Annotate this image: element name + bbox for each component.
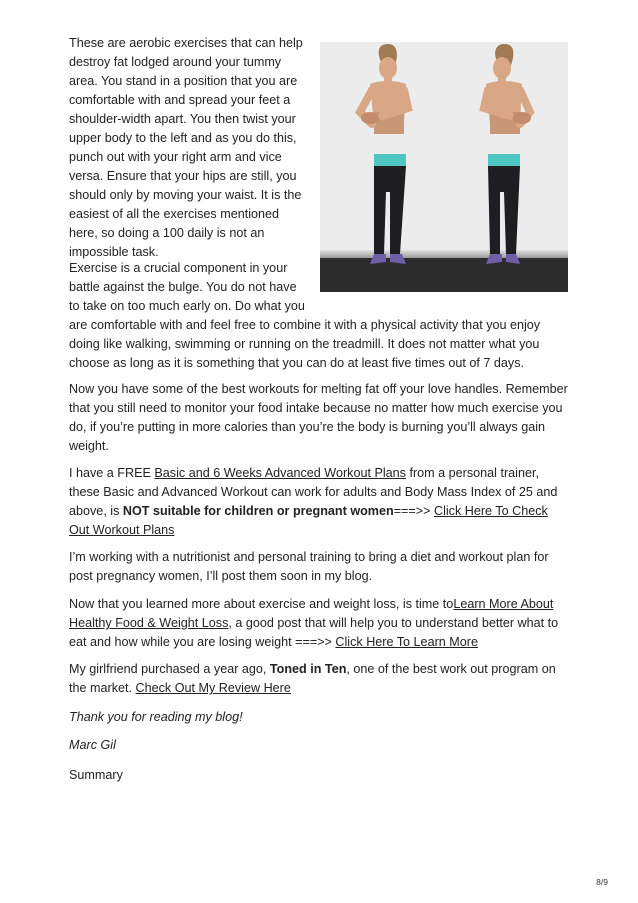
arrow-text: ===>> bbox=[393, 504, 434, 518]
paragraph-free-plans bbox=[69, 464, 569, 540]
learn-more-text bbox=[69, 595, 569, 652]
page-number: 8/9 bbox=[596, 877, 608, 887]
free-plans-text bbox=[69, 464, 569, 540]
workout-plans-link[interactable]: Basic and 6 Weeks Advanced Workout Plans bbox=[154, 466, 406, 480]
paragraph-learn-more bbox=[69, 595, 569, 652]
exercise-text-continued: are comfortable with and feel free to combine it with a physical activity that you enjoy doing like walking, swimming or running on the treadmill. It does not matter what you choose as long as it is something that you can do at least five times out of 7 days. bbox=[69, 318, 541, 370]
healthy-food-link[interactable]: Learn More About Healthy Food & Weight Loss bbox=[69, 597, 554, 630]
best-workouts-text: Now you have some of the best workouts for melting fat off your love handles. Remember that you still need to monitor your food intake because no matter how much exercise you do, if you’re putting in more calories than you’re the body is burning you’ll always gain weight. bbox=[69, 382, 568, 453]
girlfriend-body: , one of the best work out program on the market. bbox=[69, 662, 556, 695]
free-plans-body: from a personal trainer, these Basic and Advanced Workout can work for adults and Body Mass Index of 25 and above, is bbox=[69, 466, 558, 518]
toned-in-ten-title: Toned in Ten bbox=[269, 662, 347, 676]
summary-block bbox=[69, 766, 569, 785]
paragraph-girlfriend bbox=[69, 660, 569, 698]
check-out-workout-plans-link[interactable]: Click Here To Check Out Workout Plans bbox=[69, 504, 548, 537]
exercise-text-wrapped: Exercise is a crucial component in your battle against the bulge. You do not have to take on too much early on. Do what you bbox=[69, 261, 305, 313]
thanks-text: Thank you for reading my blog! bbox=[69, 710, 243, 724]
learn-more-body: , a good post that will help you to understand better what to eat and how while you are losing weight ===>> bbox=[69, 616, 559, 649]
girlfriend-intro: My girlfriend purchased a year ago, bbox=[69, 662, 270, 676]
paragraph-exercise bbox=[69, 259, 569, 373]
review-link[interactable]: Check Out My Review Here bbox=[135, 681, 291, 695]
learn-more-intro: Now that you learned more about exercise and weight loss, is time to bbox=[69, 597, 454, 611]
click-here-learn-more-link[interactable]: Click Here To Learn More bbox=[335, 635, 478, 649]
free-plans-intro: I have a FREE bbox=[69, 466, 155, 480]
author-name: Marc Gil bbox=[69, 738, 116, 752]
paragraph-aerobic bbox=[69, 34, 569, 262]
girlfriend-text bbox=[69, 660, 569, 698]
thanks-block bbox=[69, 708, 569, 727]
summary-heading: Summary bbox=[69, 768, 123, 782]
paragraph-best-workouts bbox=[69, 380, 569, 456]
nutritionist-text: I’m working with a nutritionist and personal training to bring a diet and workout plan for post pregnancy women, I’ll post them soon in my blog. bbox=[69, 550, 549, 583]
paragraph-nutritionist bbox=[69, 548, 569, 586]
not-suitable-warning: NOT suitable for children or pregnant women bbox=[122, 504, 394, 518]
aerobic-text: These are aerobic exercises that can help destroy fat lodged around your tummy area. You stand in a position that you are comfortable with and spread your feet a shoulder-width apart. You then twist your upper body to the left and as you do this, punch out with your right arm and vice versa. Ensure that your hips are still, you should only by moving your waist. It is the easiest of all the exercises mentioned here, so doing a 100 daily is not an impossible task. bbox=[69, 36, 303, 259]
author-block bbox=[69, 736, 569, 755]
